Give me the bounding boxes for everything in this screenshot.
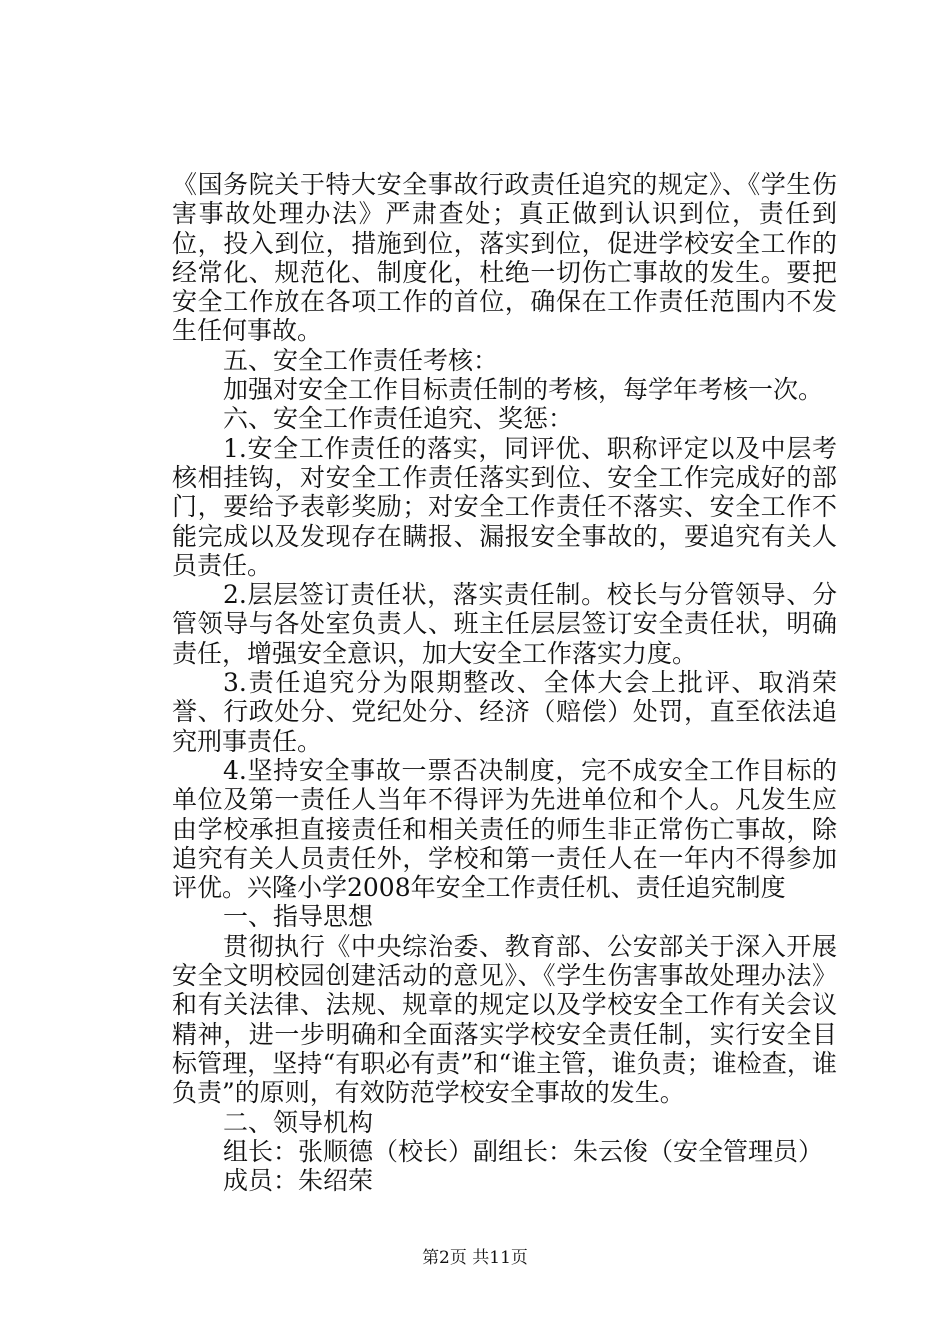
paragraph-guiding-thought: 贯彻执行《中央综治委、教育部、公安部关于深入开展安全文明校园创建活动的意见》、《学生伤害事故处理办法》和有关法律、法规、规章的规定以及学校安全工作有关会议精神，进一步明确和全面落实学校安全责任制，实行安全目标管理，坚持“有职必有责”和“谁主管，谁负责；谁检查，谁负责”的原则，有效防范学校安全事故的发生。 bbox=[172, 931, 837, 1108]
section-heading-guiding-thought: 一、指导思想 bbox=[223, 902, 374, 932]
list-item-3: 3.责任追究分为限期整改、全体大会上批评、取消荣誉、行政处分、党纪处分、经济（赔偿）处罚，直至依法追究刑事责任。 bbox=[172, 668, 837, 756]
paragraph-members: 成员：朱绍荣 bbox=[223, 1166, 374, 1196]
list-item-2: 2.层层签订责任状，落实责任制。校长与分管领导、分管领导与各处室负责人、班主任层层签订安全责任状，明确责任，增强安全意识，加大安全工作落实力度。 bbox=[172, 580, 837, 668]
section-heading-assessment: 五、安全工作责任考核： bbox=[223, 345, 499, 375]
document-body bbox=[172, 170, 837, 1195]
section-heading-leadership: 二、领导机构 bbox=[223, 1107, 374, 1137]
list-item-4: 4.坚持安全事故一票否决制度，完不成安全工作目标的单位及第一责任人当年不得评为先进单位和个人。凡发生应由学校承担直接责任和相关责任的师生非正常伤亡事故，除追究有关人员责任外，学校和第一责任人在一年内不得参加评优。兴隆小学2008年安全工作责任机、责任追究制度 bbox=[172, 755, 837, 903]
list-item-1: 1.安全工作责任的落实，同评优、职称评定以及中层考核相挂钩，对安全工作责任落实到位、安全工作完成好的部门，要给予表彰奖励；对安全工作责任不落实、安全工作不能完成以及发现存在瞒报、漏报安全事故的，要追究有关人员责任。 bbox=[172, 433, 837, 580]
paragraph-leaders: 组长：张顺德（校长）副组长：朱云俊（安全管理员） bbox=[223, 1136, 824, 1166]
paragraph-continuation: 《国务院关于特大安全事故行政责任追究的规定》、《学生伤害事故处理办法》严肃查处；真正做到认识到位，责任到位，投入到位，措施到位，落实到位，促进学校安全工作的经常化、规范化、制度化，杜绝一切伤亡事故的发生。要把安全工作放在各项工作的首位，确保在工作责任范围内不发生任何事故。 bbox=[172, 170, 837, 346]
page-number-footer: 第2页 共11页 bbox=[422, 1248, 528, 1268]
section-heading-accountability: 六、安全工作责任追究、奖惩： bbox=[223, 404, 574, 434]
paragraph-assessment: 加强对安全工作目标责任制的考核，每学年考核一次。 bbox=[223, 375, 824, 405]
